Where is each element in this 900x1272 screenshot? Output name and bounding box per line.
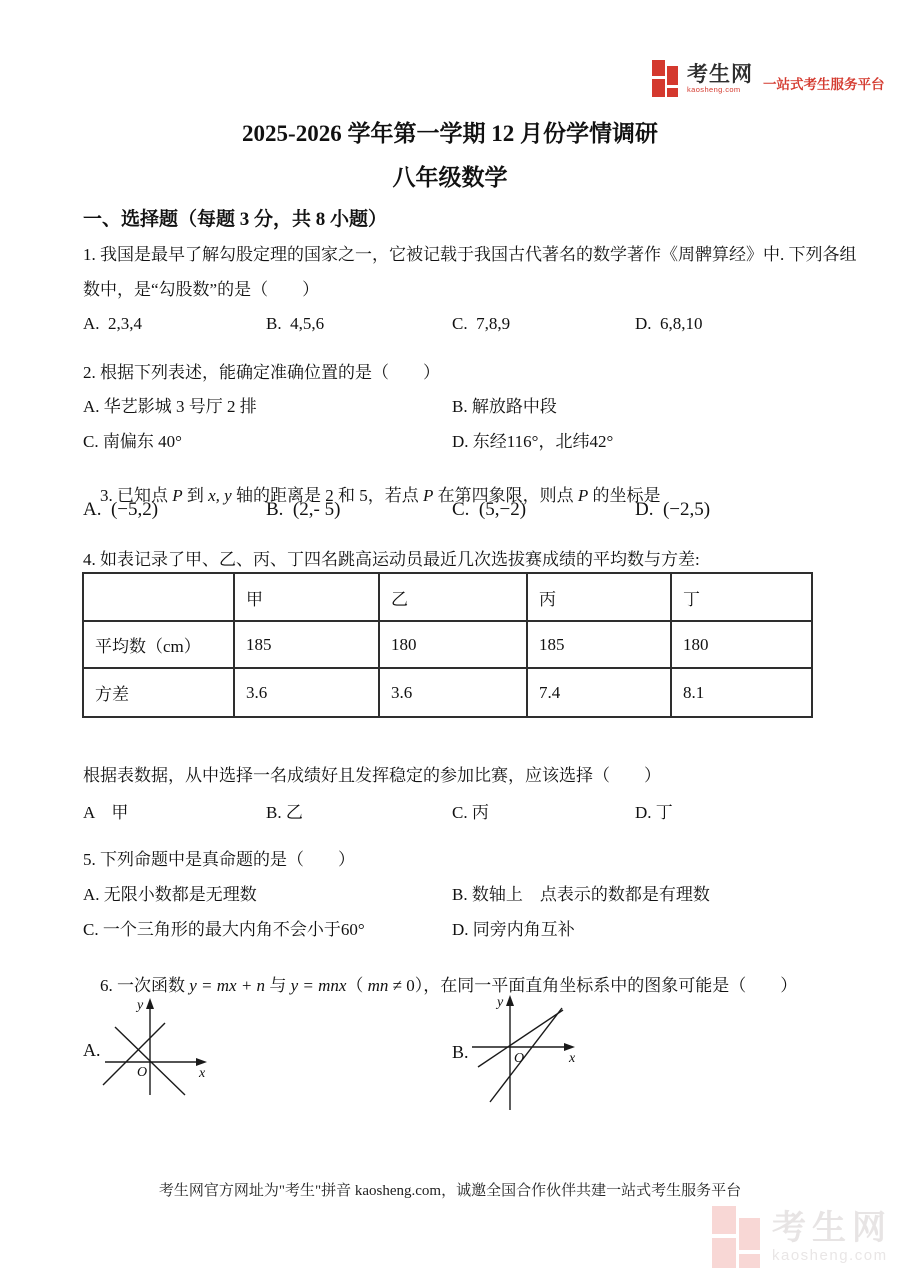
option: D. (−2,5): [635, 499, 711, 520]
text-segment: 到: [182, 486, 209, 505]
page-title: 2025-2026 学年第一学期 12 月份学情调研: [242, 121, 658, 146]
option: B. (2,- 5): [266, 499, 341, 520]
section-heading: 一、选择题（每题 3 分，共 8 小题）: [83, 209, 388, 230]
math-var: x, y: [208, 486, 232, 505]
option: D. 丁: [635, 803, 673, 822]
question-5-text: 5. 下列命题中是真命题的是（ ）: [83, 850, 355, 869]
question-4-options: [83, 798, 817, 823]
math-var: P: [577, 486, 589, 505]
question-1-line1: 1. 我国是最早了解勾股定理的国家之一，它被记载于我国古代著名的数学著作《周髀算经》中. 下列各组: [83, 245, 857, 264]
math-expression: y = mx + n: [189, 976, 266, 995]
graph-b-y-axis-label: y: [497, 995, 504, 1010]
option: C. 一个三角形的最大内角不会小于60°: [83, 920, 365, 939]
table-cell: 180: [671, 621, 812, 668]
question-5-options-cd: [83, 915, 817, 940]
text-segment: ≠ 0）: [388, 976, 424, 995]
graph-b-origin-label: O: [514, 1051, 525, 1066]
question-2-options-cd: [83, 427, 817, 452]
watermark-domain-text: kaosheng.com: [772, 1247, 888, 1264]
graph-a-x-axis-label: x: [199, 1066, 206, 1081]
table-cell: 3.6: [379, 668, 527, 717]
option: C. 7,8,9: [452, 314, 511, 333]
question-5-options-ab: [83, 880, 817, 905]
table-row: [83, 668, 812, 717]
table-cell: 7.4: [527, 668, 671, 717]
table-header-cell: 乙: [379, 573, 527, 621]
text-segment: 3. 已知点: [100, 486, 173, 505]
watermark: [712, 1206, 892, 1268]
table-row: [83, 621, 812, 668]
text-segment: 6. 一次函数: [100, 976, 190, 995]
option: A. 2,3,4: [83, 314, 143, 333]
graph-b: [470, 990, 580, 1115]
table-cell: 180: [379, 621, 527, 668]
graph-a: [100, 995, 215, 1100]
watermark-brand-text: 考生网: [772, 1209, 892, 1247]
score-table: [82, 572, 813, 718]
option: A. 华艺影城 3 号厅 2 排: [83, 397, 257, 416]
logo-domain-text: kaosheng.com: [687, 84, 741, 94]
table-header-cell: [83, 573, 234, 621]
option: D. 东经116°，北纬42°: [452, 432, 614, 451]
math-var: P: [422, 486, 434, 505]
text-segment: （: [346, 976, 368, 995]
table-header-cell: 丙: [527, 573, 671, 621]
graph-a-label: A.: [83, 1040, 101, 1060]
question-4-followup: 根据表数据，从中选择一名成绩好且发挥稳定的参加比赛，应该选择（ ）: [83, 766, 661, 785]
math-var: P: [172, 486, 183, 505]
option: D. 6,8,10: [635, 314, 703, 333]
question-4-text: 4. 如表记录了甲、乙、丙、丁四名跳高运动员最近几次选拔赛成绩的平均数与方差:: [83, 550, 700, 569]
text-segment: 与: [265, 976, 291, 995]
option: A. (−5,2): [83, 499, 159, 520]
option: B. 4,5,6: [266, 314, 325, 333]
table-cell: 8.1: [671, 668, 812, 717]
math-var: mn: [367, 976, 389, 995]
option: A. 无限小数都是无理数: [83, 885, 257, 904]
page-subtitle: 八年级数学: [392, 165, 508, 190]
option: C. (5,−2): [452, 499, 527, 520]
text-segment: 在第四象限，则点: [433, 486, 578, 505]
option: B. 乙: [266, 803, 303, 822]
logo-tagline: 一站式考生服务平台: [763, 77, 885, 92]
text-segment: 的坐标是: [588, 486, 661, 505]
graph-a-origin-label: O: [137, 1065, 148, 1080]
question-2-options-ab: [83, 392, 817, 417]
text-segment: 轴的距离是 2 和 5，若点: [231, 486, 423, 505]
option: C. 丙: [452, 803, 489, 822]
graph-b-x-axis-label: x: [569, 1051, 576, 1066]
kaosheng-logo-icon: [652, 60, 682, 97]
option: C. 南偏东 40°: [83, 432, 182, 451]
logo-brand-text: 考生网: [687, 62, 753, 86]
question-3-options: [83, 499, 817, 521]
question-1-options: [83, 314, 817, 334]
graph-a-y-axis-label: y: [137, 998, 144, 1013]
math-expression: y = mnx: [290, 976, 347, 995]
table-header-cell: 丁: [671, 573, 812, 621]
table-cell: 平均数（cm）: [83, 621, 234, 668]
table-cell: 方差: [83, 668, 234, 717]
table-cell: 3.6: [234, 668, 379, 717]
option: B. 数轴上 点表示的数都是有理数: [452, 885, 710, 904]
footer-note: 考生网官方网址为"考生"拼音 kaosheng.com，诚邀全国合作伙伴共建一站式考生服务平台: [158, 1183, 742, 1199]
text-segment: ，在同一平面直角坐标系中的图象可能是（ ）: [423, 976, 798, 995]
table-header-cell: 甲: [234, 573, 379, 621]
question-1-line2: 数中，是“勾股数”的是（ ）: [83, 280, 320, 299]
option: D. 同旁内角互补: [452, 920, 575, 939]
table-header-row: [83, 573, 812, 621]
table-cell: 185: [527, 621, 671, 668]
header-logo: [652, 60, 885, 97]
option: A 甲: [83, 803, 129, 822]
graph-b-label: B.: [452, 1042, 469, 1062]
question-2-text: 2. 根据下列表述，能确定准确位置的是（ ）: [83, 363, 440, 382]
watermark-logo-icon: [712, 1206, 762, 1268]
table-cell: 185: [234, 621, 379, 668]
option: B. 解放路中段: [452, 397, 557, 416]
